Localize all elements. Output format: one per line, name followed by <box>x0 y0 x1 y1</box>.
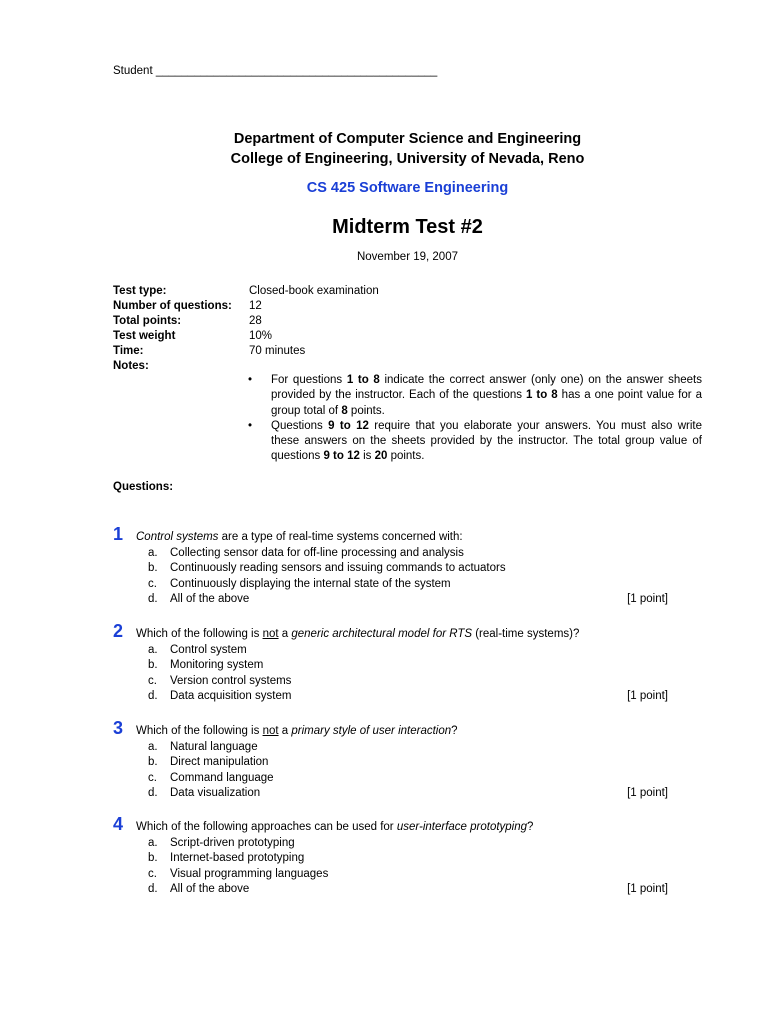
answer-option: d. Data visualization [1 point] <box>148 786 668 801</box>
info-value: 70 minutes <box>249 345 306 357</box>
question-block <box>113 621 668 704</box>
question-block <box>113 814 668 897</box>
info-row <box>113 344 379 359</box>
points-label: [1 point] <box>627 592 668 605</box>
question-text: Which of the following is not a generic architectural model for RTS (real-time systems)? <box>136 628 580 640</box>
info-key: Time: <box>113 345 144 357</box>
note-text: Questions 9 to 12 require that you elaborate your answers. You must also write these answers on the sheets provided by the instructor. The total group value of questions 9 to 12 is 20 points. <box>271 419 702 463</box>
answer-option: c. Command language <box>148 771 274 784</box>
info-row <box>113 284 379 299</box>
answer-option: a. Natural language <box>148 741 258 753</box>
points-label: [1 point] <box>627 882 668 895</box>
question-text: Which of the following approaches can be used for user-interface prototyping? <box>136 821 534 833</box>
student-label: Student <box>113 65 153 77</box>
info-row <box>113 359 379 374</box>
question-stem <box>113 814 668 835</box>
answer-options <box>148 836 668 897</box>
info-key: Total points: <box>113 315 182 327</box>
exam-date: November 19, 2007 <box>356 251 458 263</box>
answer-options <box>148 546 668 607</box>
answer-option: a. Collecting sensor data for off-line processing and analysis <box>148 547 464 559</box>
note-item <box>248 373 702 419</box>
question-number: 4 <box>113 814 124 834</box>
bullet-icon: • <box>248 374 253 386</box>
question-stem <box>113 524 668 545</box>
question-number: 2 <box>113 621 124 641</box>
info-key: Test type: <box>113 285 167 297</box>
question-number: 1 <box>113 524 124 544</box>
questions-heading: Questions: <box>113 481 174 493</box>
answer-option: d. All of the above [1 point] <box>148 592 668 607</box>
answer-option: c. Version control systems <box>148 674 292 687</box>
answer-option: b. Direct manipulation <box>148 756 269 769</box>
info-value: Closed-book examination <box>249 285 379 297</box>
answer-options <box>148 643 668 704</box>
answer-option: c. Visual programming languages <box>148 867 329 880</box>
header-block <box>0 129 770 169</box>
student-name-line <box>113 65 437 77</box>
answer-option: a. Control system <box>148 644 247 656</box>
exam-info-table <box>113 284 379 374</box>
info-row <box>113 329 379 344</box>
answer-options <box>148 740 668 801</box>
info-row <box>113 314 379 329</box>
answer-option: a. Script-driven prototyping <box>148 837 295 849</box>
answer-option: b. Internet-based prototyping <box>148 852 305 865</box>
question-block <box>113 524 668 607</box>
info-key: Number of questions: <box>113 300 232 312</box>
department-name: Department of Computer Science and Engineering <box>233 131 582 147</box>
question-stem <box>113 621 668 642</box>
bullet-icon: • <box>248 419 253 432</box>
answer-option: d. All of the above [1 point] <box>148 882 668 897</box>
info-row <box>113 299 379 314</box>
notes-list <box>248 373 702 465</box>
question-text: Which of the following is not a primary style of user interaction? <box>136 725 458 737</box>
info-value: 12 <box>249 300 262 312</box>
question-number: 3 <box>113 718 124 738</box>
info-key: Notes: <box>113 360 149 372</box>
question-text: Control systems are a type of real-time systems concerned with: <box>136 531 463 543</box>
student-blank: ____________________________________________ <box>155 65 438 77</box>
points-label: [1 point] <box>627 689 668 702</box>
college-name: College of Engineering, University of Nevada, Reno <box>230 151 585 167</box>
page-title: Midterm Test #2 <box>332 216 483 238</box>
answer-option: d. Data acquisition system [1 point] <box>148 689 668 704</box>
info-value: 28 <box>249 315 262 327</box>
info-key: Test weight <box>113 330 176 342</box>
question-block <box>113 718 668 801</box>
info-value: 10% <box>249 330 273 342</box>
note-item <box>248 419 702 465</box>
answer-option: c. Continuously displaying the internal state of the system <box>148 577 451 590</box>
question-stem <box>113 718 668 739</box>
course-title: CS 425 Software Engineering <box>306 180 509 196</box>
answer-option: b. Monitoring system <box>148 659 264 672</box>
answer-option: b. Continuously reading sensors and issuing commands to actuators <box>148 562 506 575</box>
note-text: For questions 1 to 8 indicate the correct answer (only one) on the answer sheets provided by the instructor. Each of the questions 1 to 8 has a one point value for a group total of 8 points. <box>271 374 703 417</box>
points-label: [1 point] <box>627 786 668 799</box>
